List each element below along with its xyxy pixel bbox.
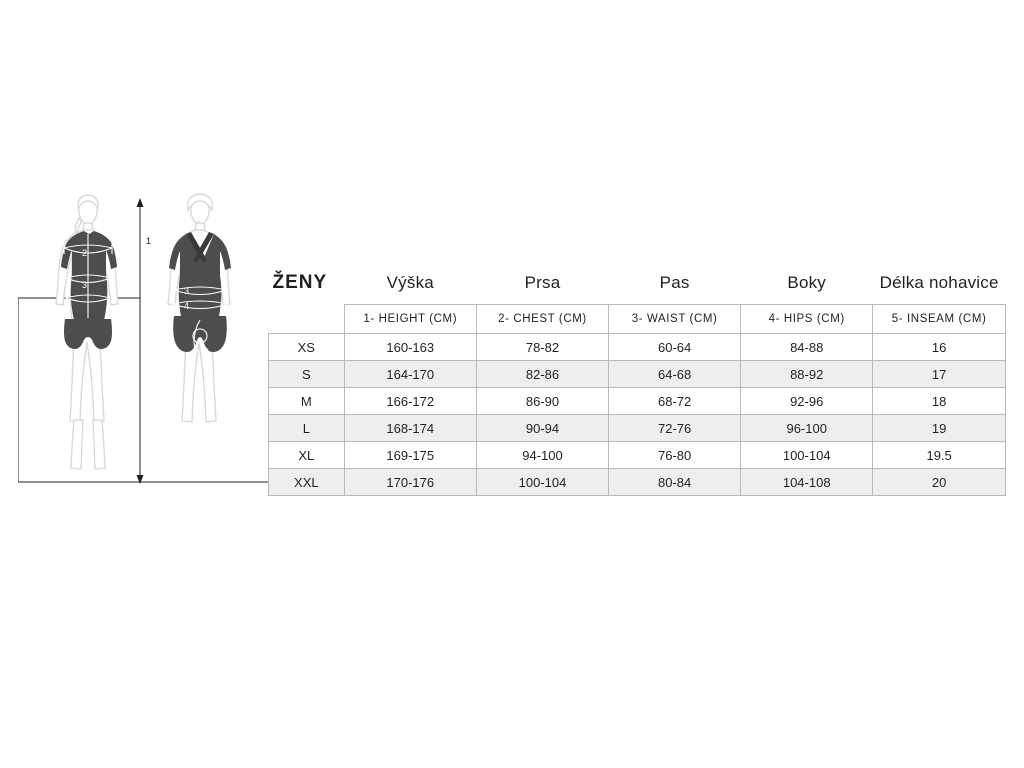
subheader-waist: 3- WAIST (CM) [609,305,741,334]
column-header-waist: Pas [659,273,690,292]
cell-height: 160-163 [344,334,476,361]
figures-svg [18,190,268,490]
cell-hips: 92-96 [741,388,873,415]
cell-chest: 94-100 [476,442,608,469]
cell-chest: 78-82 [476,334,608,361]
cell-waist: 68-72 [609,388,741,415]
callout-2-front: 2 [82,248,88,258]
cell-inseam: 18 [873,388,1006,415]
table-row [269,388,1006,415]
callout-3-back: 3 [184,286,190,296]
cell-chest: 100-104 [476,469,608,496]
size-label: S [269,361,345,388]
size-label: XXL [269,469,345,496]
cell-waist: 72-76 [609,415,741,442]
cell-chest: 86-90 [476,388,608,415]
cell-height: 168-174 [344,415,476,442]
body-measurement-figures [18,190,268,490]
cell-waist: 80-84 [609,469,741,496]
callout-4-back: 4 [184,301,190,311]
cell-inseam: 20 [873,469,1006,496]
table-row [269,361,1006,388]
cell-hips: 96-100 [741,415,873,442]
front-figure [56,195,118,469]
cell-inseam: 19.5 [873,442,1006,469]
cell-hips: 104-108 [741,469,873,496]
table-row [269,334,1006,361]
cell-height: 170-176 [344,469,476,496]
column-header-inseam: Délka nohavice [879,273,999,292]
cell-hips: 88-92 [741,361,873,388]
cell-inseam: 19 [873,415,1006,442]
cell-height: 166-172 [344,388,476,415]
size-table [268,262,1006,496]
subheader-height: 1- HEIGHT (CM) [344,305,476,334]
page-title: ŽENY [272,272,328,294]
cell-hips: 84-88 [741,334,873,361]
cell-waist: 76-80 [609,442,741,469]
cell-height: 164-170 [344,361,476,388]
subheader-inseam: 5- INSEAM (CM) [873,305,1006,334]
subheader-blank [269,305,345,334]
cell-waist: 64-68 [609,361,741,388]
callout-1: 1 [146,236,152,246]
size-label: L [269,415,345,442]
table-row [269,442,1006,469]
callout-5-back: 5 [204,347,210,357]
size-label: M [269,388,345,415]
table-subheader-row [269,305,1006,334]
size-label: XS [269,334,345,361]
table-title-row [269,262,1006,305]
column-header-height: Výška [386,273,434,292]
cell-waist: 60-64 [609,334,741,361]
cell-inseam: 16 [873,334,1006,361]
column-header-hips: Boky [787,273,826,292]
subheader-chest: 2- CHEST (CM) [476,305,608,334]
size-table-container [268,262,1006,496]
cell-inseam: 17 [873,361,1006,388]
callout-3-front: 3 [82,280,88,290]
cell-chest: 82-86 [476,361,608,388]
size-label: XL [269,442,345,469]
subheader-hips: 4- HIPS (CM) [741,305,873,334]
cell-height: 169-175 [344,442,476,469]
back-figure [168,194,231,422]
column-header-chest: Prsa [524,273,561,292]
table-row [269,415,1006,442]
cell-chest: 90-94 [476,415,608,442]
table-row [269,469,1006,496]
height-guide [18,198,268,484]
cell-hips: 100-104 [741,442,873,469]
